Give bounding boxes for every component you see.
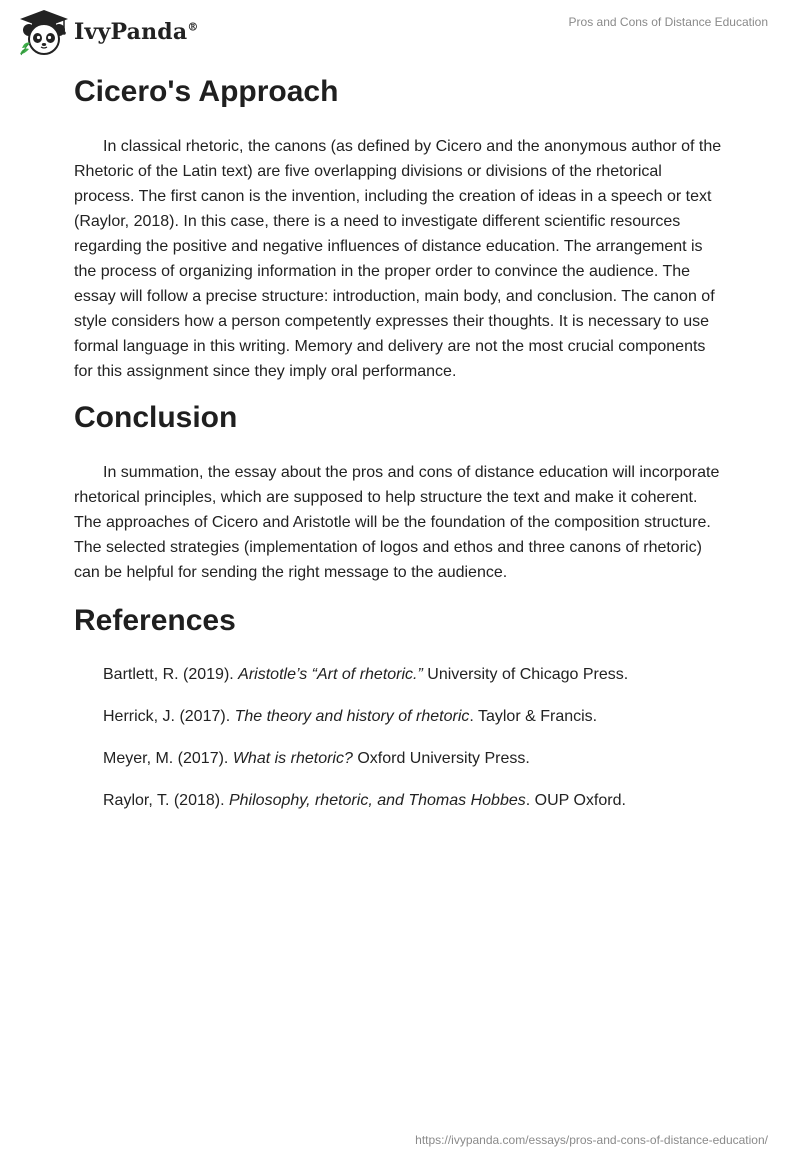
registered-mark: ® (187, 20, 199, 34)
conclusion-paragraph: In summation, the essay about the pros and cons of distance education will incorporate rhetorical principles, which are supposed to help structure the text and make it coherent. The approaches of Cicero and Aristotle will be the foundation of the composition structure. The selected strategies (implementation of logos and ethos and three canons of rhetoric) can be helpful for sending the right message to the audience. (74, 464, 720, 581)
reference-item: Raylor, T. (2018). Philosophy, rhetoric, and Thomas Hobbes. OUP Oxford. (103, 792, 626, 809)
section-heading-conclusion: Conclusion (74, 401, 238, 434)
reference-list (74, 665, 724, 811)
reference-item: Bartlett, R. (2019). Aristotle’s “Art of rhetoric.” University of Chicago Press. (103, 666, 629, 683)
essay-content (74, 72, 724, 833)
reference-item: Meyer, M. (2017). What is rhetoric? Oxford University Press. (103, 750, 530, 767)
logo-text: IvyPanda® (74, 19, 199, 45)
page-header (0, 0, 800, 60)
ciceros-approach-paragraph: In classical rhetoric, the canons (as defined by Cicero and the anonymous author of the Rhetoric of the Latin text) are five overlapping divisions or divisions of the rhetorical process. The first canon is the invention, including the creation of ideas in a speech or text (Raylor, 2018). In this case, there is a need to investigate different scientific resources regarding the positive and negative influences of distance education. The arrangement is the process of organizing information in the proper order to convince the audience. The essay will follow a precise structure: introduction, main body, and conclusion. The canon of style considers how a person competently expresses their thoughts. It is necessary to use formal language in this writing. Memory and delivery are not the most crucial components for this assignment since they imply oral performance. (74, 138, 722, 380)
source-url-link[interactable]: https://ivypanda.com/essays/pros-and-cons-of-distance-education/ (415, 1133, 768, 1147)
section-heading-ciceros-approach: Cicero's Approach (74, 75, 339, 108)
panda-logo-icon (16, 8, 72, 56)
reference-item: Herrick, J. (2017). The theory and history of rhetoric. Taylor & Francis. (103, 708, 598, 725)
ivypanda-logo[interactable] (16, 8, 199, 56)
section-heading-references: References (74, 604, 236, 637)
document-title: Pros and Cons of Distance Education (568, 15, 768, 29)
